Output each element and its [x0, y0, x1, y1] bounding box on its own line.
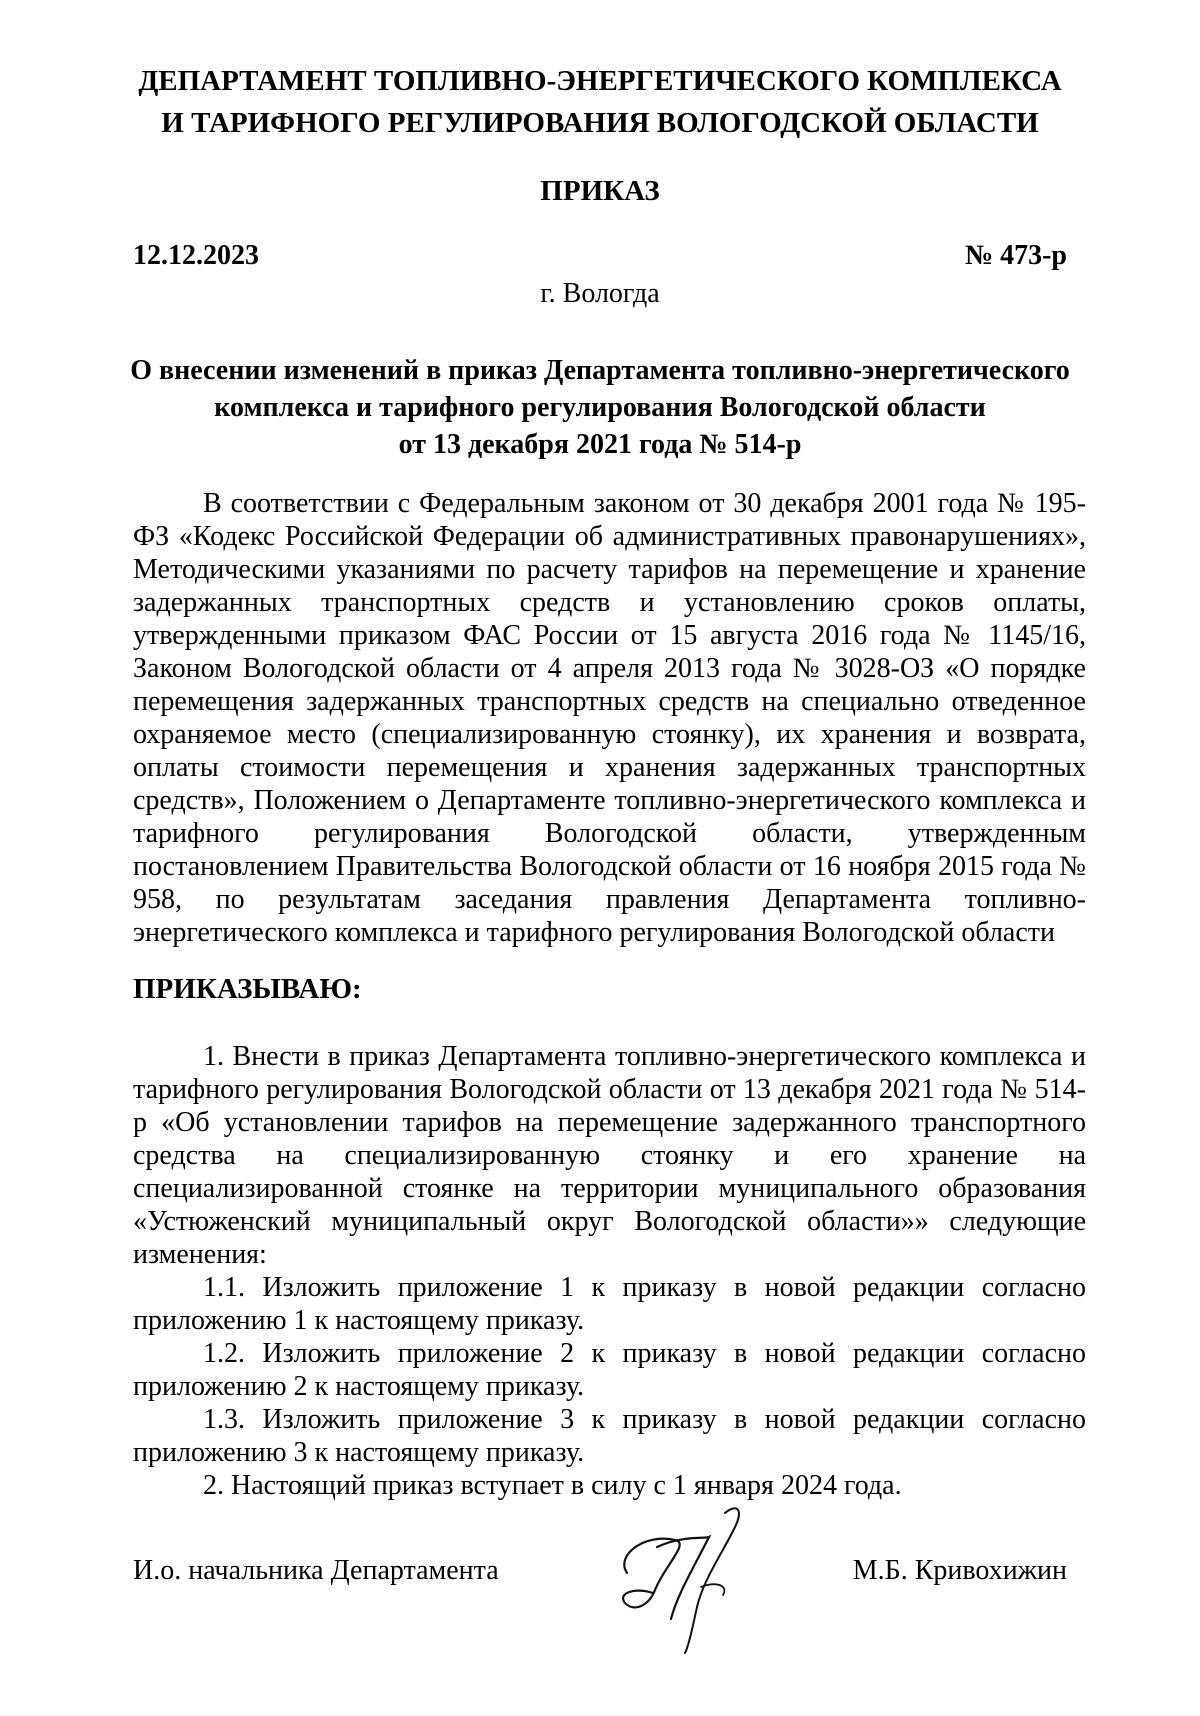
- subject-line-2: комплекса и тарифного регулирования Вологодской области: [214, 392, 986, 423]
- document-date: 12.12.2023: [133, 240, 259, 271]
- order-item-1-1: 1.1. Изложить приложение 1 к приказу в новой редакции согласно приложению 1 к настоящему приказу.: [133, 1272, 1086, 1336]
- subject-line-1: О внесении изменений в приказ Департамента топливно-энергетического: [130, 355, 1070, 386]
- signatory-name: М.Б. Кривохижин: [852, 1555, 1067, 1586]
- handwritten-signature: [605, 1495, 775, 1655]
- signatory-position: И.о. начальника Департамента: [133, 1555, 499, 1586]
- issuer-header-line-2: И ТАРИФНОГО РЕГУЛИРОВАНИЯ ВОЛОГОДСКОЙ ОБЛАСТИ: [161, 107, 1039, 139]
- subject-line-3: от 13 декабря 2021 года № 514-р: [398, 429, 802, 460]
- issuer-header-line-1: ДЕПАРТАМЕНТ ТОПЛИВНО-ЭНЕРГЕТИЧЕСКОГО КОМПЛЕКСА: [138, 65, 1062, 97]
- document-subject: [0, 352, 1200, 463]
- order-item-1: 1. Внести в приказ Департамента топливно-энергетического комплекса и тарифного регулирования Вологодской области от 13 декабря 2021 года № 514-р «Об установлении тарифов на перемещение задержанного транспортного средства на специализированную стоянку и его хранение на специализированной стоянке на территории муниципального образования «Устюженский муниципальный округ Вологодской области»» следующие изменения:: [133, 1041, 1086, 1270]
- order-items: [133, 1040, 1086, 1502]
- order-item-1-3: 1.3. Изложить приложение 3 к приказу в новой редакции согласно приложению 3 к настоящему приказу.: [133, 1404, 1086, 1468]
- preamble-paragraph: В соответствии с Федеральным законом от 30 декабря 2001 года № 195-ФЗ «Кодекс Российской Федерации об административных правонарушениях», Методическими указаниями по расчету тарифов на перемещение и хранение задержанных транспортных средств и установлению сроков оплаты, утвержденными приказом ФАС России от 15 августа 2016 года № 1145/16, Законом Вологодской области от 4 апреля 2013 года № 3028-ОЗ «О порядке перемещения задержанных транспортных средств на специально отведенное охраняемое место (специализированную стоянку), их хранения и возврата, оплаты стоимости перемещения и хранения задержанных транспортных средств», Положением о Департаменте топливно-энергетического комплекса и тарифного регулирования Вологодской области, утвержденным постановлением Правительства Вологодской области от 16 ноября 2015 года № 958, по результатам заседания правления Департамента топливно-энергетического комплекса и тарифного регулирования Вологодской области: [133, 488, 1086, 948]
- order-item-1-2: 1.2. Изложить приложение 2 к приказу в новой редакции согласно приложению 2 к настоящему приказу.: [133, 1338, 1086, 1402]
- order-word: ПРИКАЗЫВАЮ:: [133, 973, 362, 1005]
- document-city: г. Вологда: [540, 278, 660, 309]
- order-item-2: 2. Настоящий приказ вступает в силу с 1 января 2024 года.: [203, 1470, 902, 1501]
- document-type-title: ПРИКАЗ: [540, 175, 660, 207]
- document-number: № 473-р: [964, 240, 1067, 271]
- issuer-header: [0, 60, 1200, 144]
